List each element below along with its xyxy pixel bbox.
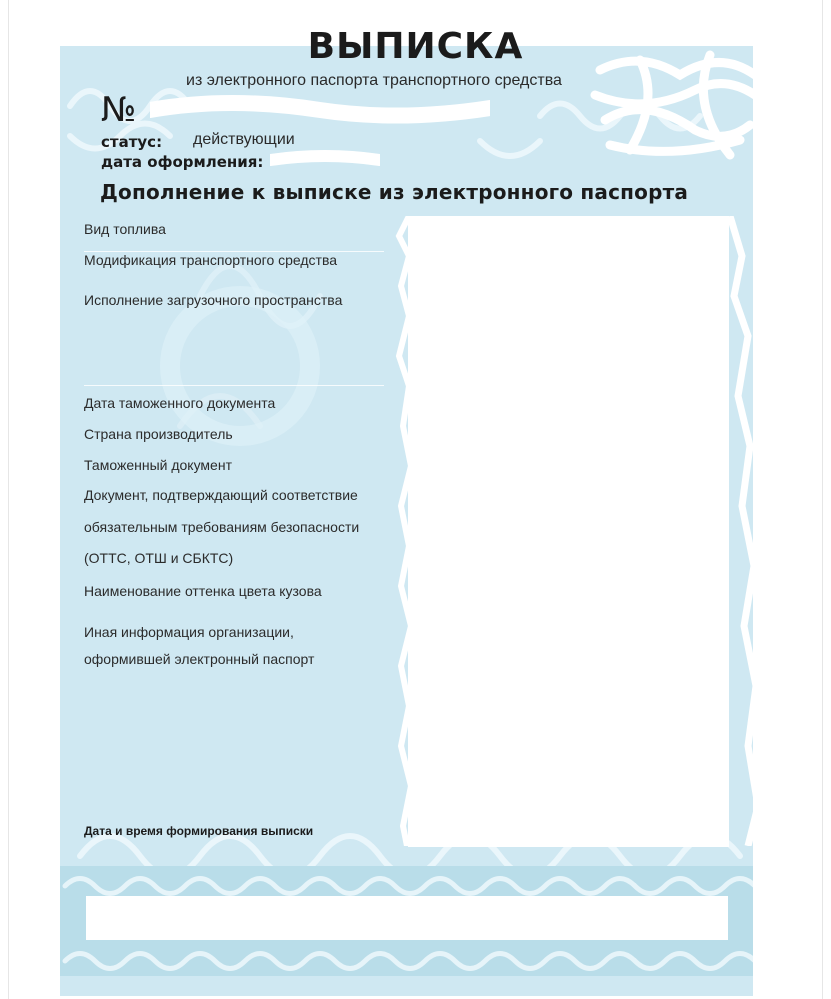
issue-date-label: дата оформления: <box>101 153 264 171</box>
document-subtitle: из электронного паспорта транспортного средства <box>186 72 562 89</box>
left-frame-line <box>8 0 9 999</box>
field-other-info-line1: Иная информация организации, <box>84 624 294 640</box>
redaction-scribble-top-right <box>590 40 760 170</box>
generation-datetime-label: Дата и время формирования выписки <box>84 824 314 838</box>
redaction-scribble-panel-edge <box>395 216 415 846</box>
redacted-values-panel <box>408 216 729 847</box>
field-customs-doc-date: Дата таможенного документа <box>84 395 276 411</box>
status-label: статус: <box>101 133 163 151</box>
row-divider <box>84 385 384 386</box>
field-conformity-doc-line1: Документ, подтверждающий соответствие <box>84 487 358 503</box>
field-manufacturer-country: Страна производитель <box>84 426 233 442</box>
field-conformity-doc-line3: (ОТТС, ОТШ и СБКТС) <box>84 550 234 566</box>
field-conformity-doc-line2: обязательным требованиям безопасности <box>84 519 360 535</box>
field-cargo-space: Исполнение загрузочного пространства <box>84 292 343 308</box>
field-other-info-line2: оформившей электронный паспорт <box>84 651 315 667</box>
redaction-scribble-panel-right-edge <box>726 216 756 846</box>
redaction-scribble-date <box>270 150 380 170</box>
field-customs-document: Таможенный документ <box>84 457 232 473</box>
redacted-bottom-field <box>86 896 728 940</box>
number-sign: № <box>101 90 137 130</box>
right-frame-line <box>822 0 823 999</box>
field-body-color-shade: Наименование оттенка цвета кузова <box>84 583 322 599</box>
supplement-heading: Дополнение к выписке из электронного паспорта <box>100 180 689 204</box>
redaction-scribble-number <box>150 92 490 132</box>
field-vehicle-modification: Модификация транспортного средства <box>84 252 338 268</box>
document-title: ВЫПИСКА <box>307 26 524 67</box>
status-value: действующии <box>193 131 295 148</box>
field-fuel-type: Вид топлива <box>84 221 166 237</box>
